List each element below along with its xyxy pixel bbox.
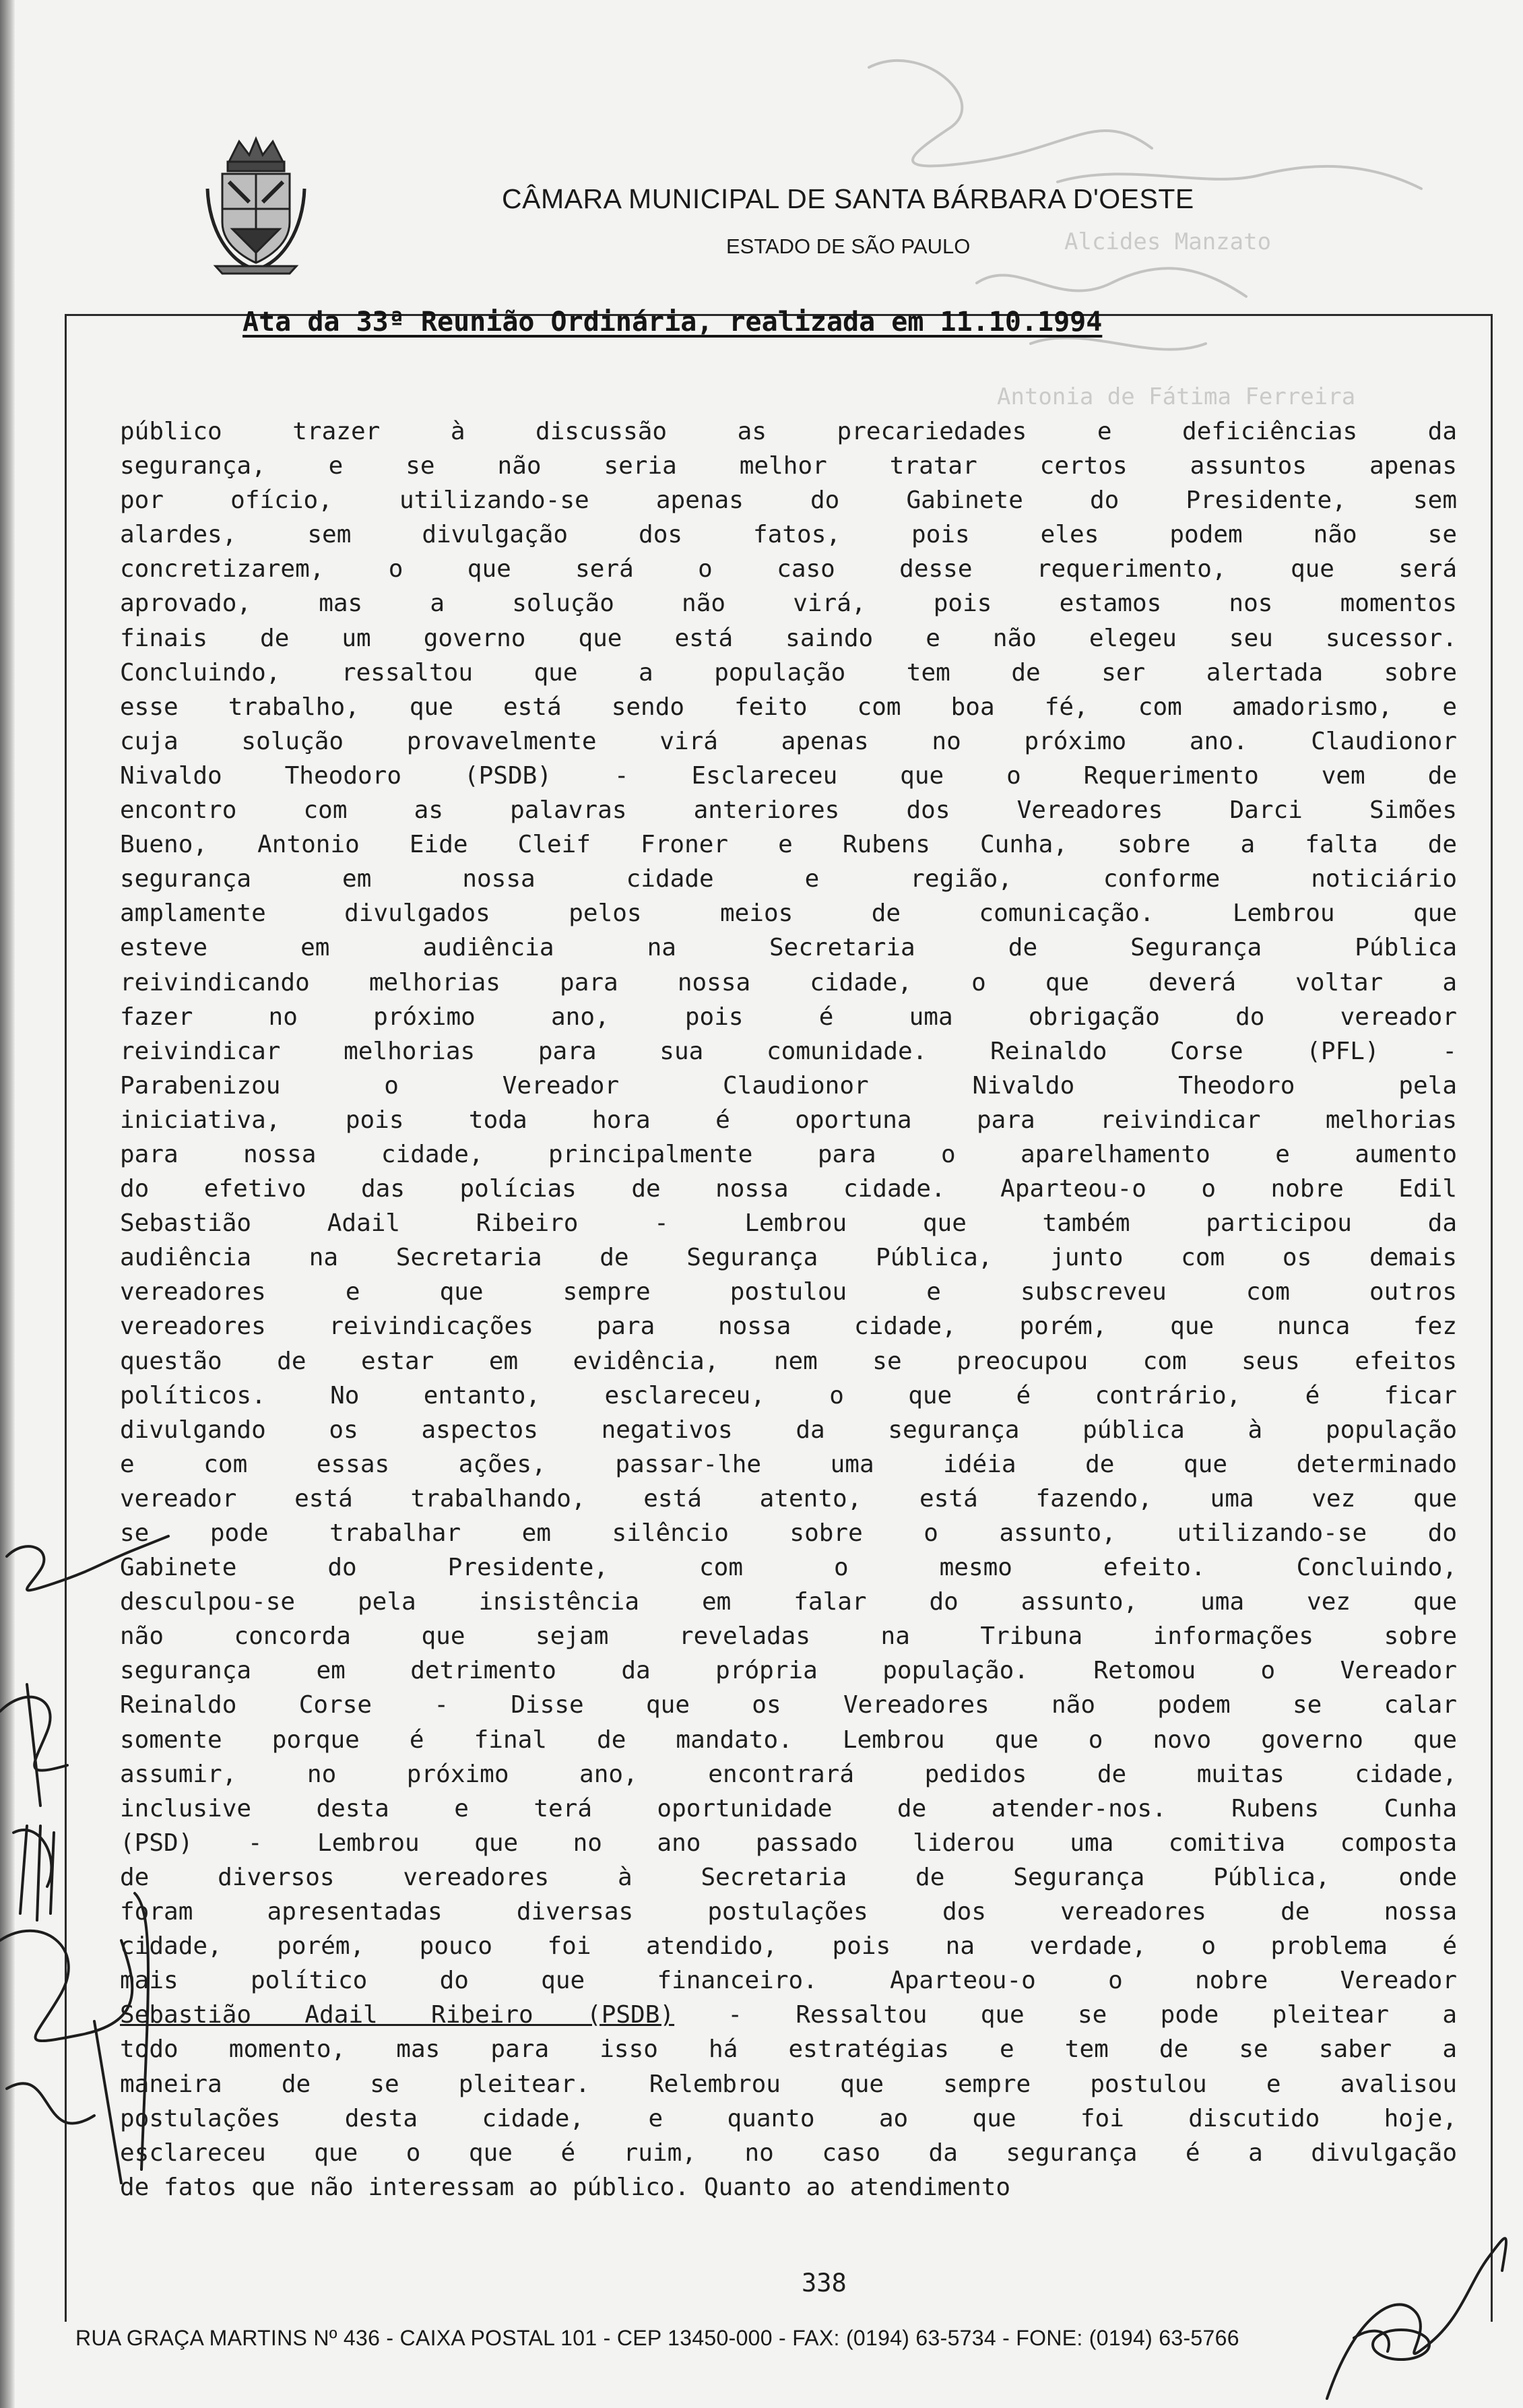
body-line: público trazer à discussão as precariedades e deficiências da <box>120 418 1457 445</box>
body-line: esteve em audiência na Secretaria de Segurança Pública <box>120 934 1457 962</box>
body-line: aprovado, mas a solução não virá, pois estamos nos momentos <box>120 590 1457 618</box>
body-line: amplamente divulgados pelos meios de comunicação. Lembrou que <box>120 899 1457 928</box>
body-line: vereadores reivindicações para nossa cidade, porém, que nunca fez <box>120 1312 1457 1341</box>
body-line: se pode trabalhar em silêncio sobre o assunto, utilizando-se do <box>120 1519 1457 1547</box>
footer-address: RUA GRAÇA MARTINS Nº 436 - CAIXA POSTAL 101 - CEP 13450-000 - FAX: (0194) 63-5734 - FONE: (0194) 63-5766 <box>75 2326 1239 2350</box>
body-line: Gabinete do Presidente, com o mesmo efeito. Concluindo, <box>120 1554 1457 1582</box>
overlay-name-1: Alcides Manzato <box>1064 228 1272 255</box>
body-line: somente porque é final de mandato. Lembrou que o novo governo que <box>120 1725 1457 1754</box>
body-line: questão de estar em evidência, nem se preocupou com seus efeitos <box>120 1347 1457 1375</box>
body-line: Nivaldo Theodoro (PSDB) - Esclareceu que o Requerimento vem de <box>120 761 1457 790</box>
body-line: desculpou-se pela insistência em falar do assunto, uma vez que <box>120 1588 1457 1616</box>
body-line: maneira de se pleitear. Relembrou que sempre postulou e avalisou <box>120 2070 1457 2098</box>
body-line: todo momento, mas para isso há estratégias e tem de se saber a <box>120 2035 1457 2064</box>
body-line: postulações desta cidade, e quanto ao que foi discutido hoje, <box>120 2104 1457 2132</box>
body-line: de fatos que não interessam ao público. Quanto ao atendimento <box>120 2173 1011 2201</box>
body-line: (PSD) - Lembrou que no ano passado liderou uma comitiva composta <box>120 1829 1457 1857</box>
state-name: ESTADO DE SÃO PAULO <box>726 234 971 258</box>
body-line: vereadores e que sempre postulou e subscreveu com outros <box>120 1278 1457 1306</box>
body-line: políticos. No entanto, esclareceu, o que é contrário, é ficar <box>120 1381 1457 1409</box>
body-line: segurança em detrimento da própria população. Retomou o Vereador <box>120 1657 1457 1685</box>
body-line: cuja solução provavelmente virá apenas no próximo ano. Claudionor <box>120 727 1457 755</box>
body-line: segurança, e se não seria melhor tratar certos assuntos apenas <box>120 452 1457 480</box>
body-line: esse trabalho, que está sendo feito com boa fé, com amadorismo, e <box>120 693 1457 721</box>
body-line: divulgando os aspectos negativos da segurança pública à população <box>120 1416 1457 1444</box>
body-line-rest: - Ressaltou que se pode pleitear a <box>674 2001 1457 2029</box>
body-line: Concluindo, ressaltou que a população tem de ser alertada sobre <box>120 658 1457 687</box>
right-border-rule <box>1491 314 1493 2322</box>
body-line: cidade, porém, pouco foi atendido, pois na verdade, o problema é <box>120 1932 1457 1961</box>
body-line: esclareceu que o que é ruim, no caso da segurança é a divulgação <box>120 2138 1457 2167</box>
body-line: reivindicar melhorias para sua comunidade. Reinaldo Corse (PFL) - <box>120 1037 1457 1065</box>
underlined-speaker-name: Sebastião Adail Ribeiro (PSDB) <box>120 2001 675 2029</box>
body-line: por ofício, utilizando-se apenas do Gabinete do Presidente, sem <box>120 486 1457 515</box>
body-line: concretizarem, o que será o caso desse requerimento, que será <box>120 555 1457 583</box>
body-line: alardes, sem divulgação dos fatos, pois eles podem não se <box>120 521 1457 549</box>
body-line: de diversos vereadores à Secretaria de Segurança Pública, onde <box>120 1863 1457 1891</box>
page-number: 338 <box>802 2269 847 2298</box>
body-line: finais de um governo que está saindo e não elegeu seu sucessor. <box>120 624 1457 652</box>
body-line: Bueno, Antonio Eide Cleif Froner e Rubens Cunha, sobre a falta de <box>120 831 1457 859</box>
body-line: segurança em nossa cidade e região, conforme noticiário <box>120 865 1457 893</box>
body-line: para nossa cidade, principalmente para o aparelhamento e aumento <box>120 1140 1457 1168</box>
body-line: foram apresentadas diversas postulações dos vereadores de nossa <box>120 1898 1457 1926</box>
overlay-name-2: Antonia de Fátima Ferreira <box>997 383 1356 410</box>
body-line: audiência na Secretaria de Segurança Pública, junto com os demais <box>120 1244 1457 1272</box>
body-line: do efetivo das polícias de nossa cidade. Aparteou-o o nobre Edil <box>120 1175 1457 1203</box>
minutes-body <box>120 414 1457 2205</box>
body-line: reivindicando melhorias para nossa cidade, o que deverá voltar a <box>120 968 1457 996</box>
institution-name: CÂMARA MUNICIPAL DE SANTA BÁRBARA D'OESTE <box>502 183 1194 214</box>
body-line-underlined <box>120 1998 1457 2032</box>
body-line: iniciativa, pois toda hora é oportuna para reivindicar melhorias <box>120 1106 1457 1134</box>
body-line: Sebastião Adail Ribeiro - Lembrou que também participou da <box>120 1209 1457 1238</box>
body-line: Reinaldo Corse - Disse que os Vereadores não podem se calar <box>120 1691 1457 1719</box>
letterhead <box>0 121 1523 296</box>
body-line: assumir, no próximo ano, encontrará pedidos de muitas cidade, <box>120 1760 1457 1788</box>
margin-signatures-icon <box>0 1509 202 2223</box>
body-line: fazer no próximo ano, pois é uma obrigação do vereador <box>120 1003 1457 1031</box>
body-line: não concorda que sejam reveladas na Tribuna informações sobre <box>120 1622 1457 1651</box>
document-title: Ata da 33ª Reunião Ordinária, realizada em 11.10.1994 <box>242 307 1103 338</box>
footer-signature-icon <box>1314 2217 1516 2408</box>
body-line: vereador está trabalhando, está atento, está fazendo, uma vez que <box>120 1484 1457 1513</box>
body-line: e com essas ações, passar-lhe uma idéia de que determinado <box>120 1450 1457 1478</box>
municipal-coat-of-arms-icon <box>202 135 310 276</box>
body-line: mais político do que financeiro. Aparteou-o o nobre Vereador <box>120 1967 1457 1995</box>
body-line: Parabenizou o Vereador Claudionor Nivaldo Theodoro pela <box>120 1071 1457 1100</box>
body-line: inclusive desta e terá oportunidade de atender-nos. Rubens Cunha <box>120 1794 1457 1823</box>
body-line: encontro com as palavras anteriores dos Vereadores Darci Simões <box>120 796 1457 825</box>
